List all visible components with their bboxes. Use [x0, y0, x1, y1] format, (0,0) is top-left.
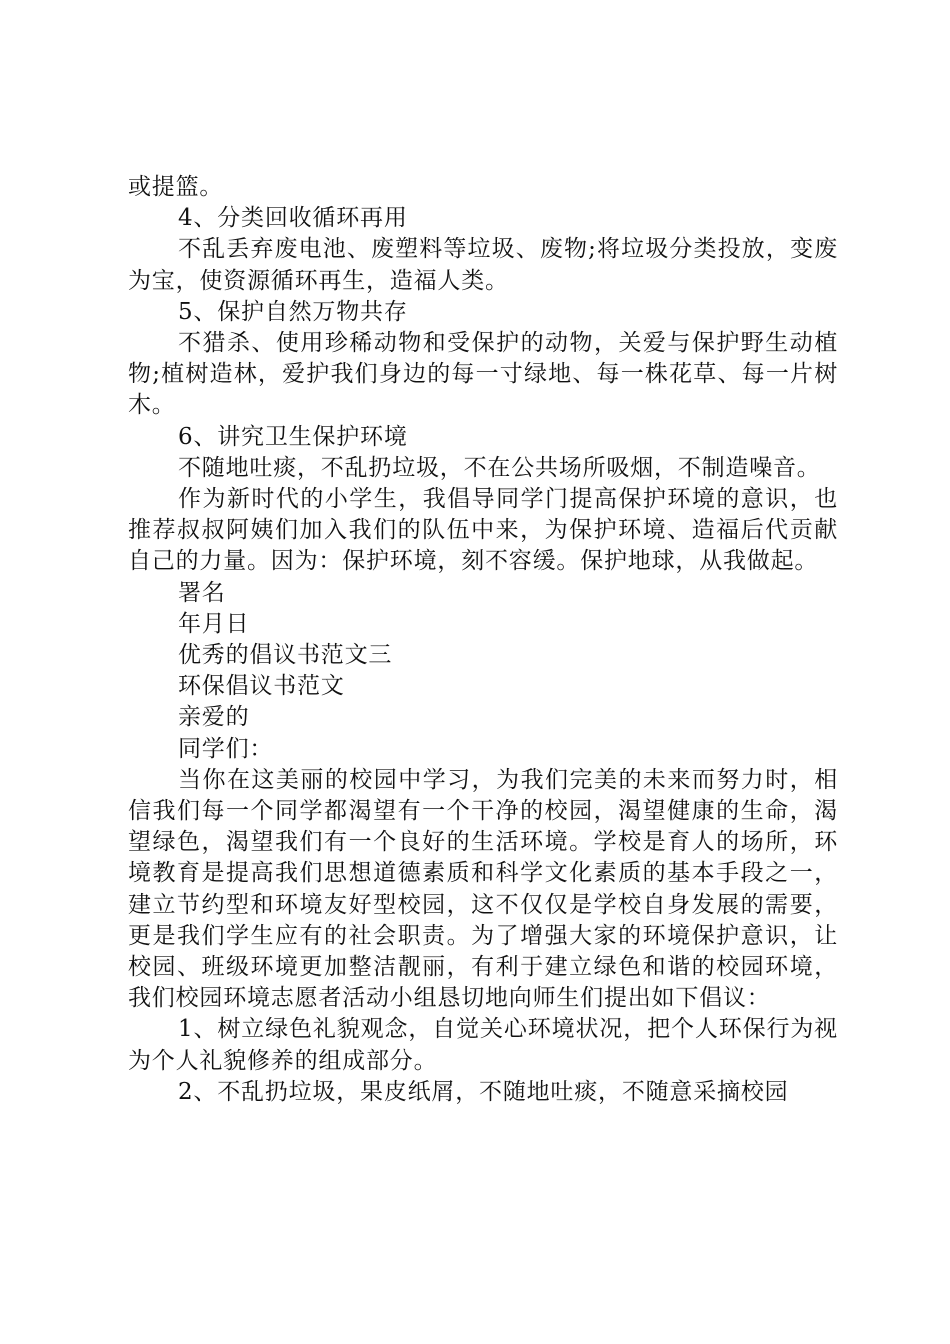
- salutation-dear: 亲爱的: [178, 704, 250, 731]
- document-page: [128, 172, 838, 1108]
- paragraph-intro: 当你在这美丽的校园中学习，为我们完美的未来而努力时，相信我们每一个同学都渴望有一个干净的校园，渴望健康的生命，渴望绿色，渴望我们有一个良好的生活环境。学校是育人的场所，环境教育是提高我们思想道德素质和科学文化素质的基本手段之一，建立节约型和环境友好型校园，这不仅仅是学校自身发展的需要，更是我们学生应有的社会职责。为了增强大家的环境保护意识，让校园、班级环境更加整洁靓丽，有利于建立绿色和谐的校园环境，我们校园环境志愿者活动小组恳切地向师生们提出如下倡议：: [128, 766, 838, 1012]
- paragraph-hygiene: 不随地吐痰，不乱扔垃圾，不在公共场所吸烟，不制造噪音。: [178, 454, 821, 481]
- salutation-students: 同学们：: [178, 735, 274, 762]
- date-label: 年月日: [178, 610, 250, 637]
- paragraph-recycle: 不乱丢弃废电池、废塑料等垃圾、废物;将垃圾分类投放，变废为宝，使资源循环再生，造福人类。: [128, 236, 838, 294]
- section-title-environmental: 环保倡议书范文: [178, 673, 345, 700]
- paragraph-continuation: 或提篮。: [128, 174, 224, 200]
- paragraph-call-to-action: 作为新时代的小学生，我倡导同学门提高保护环境的意识，也推荐叔叔阿姨们加入我们的队伍中来，为保护环境、造福后代贡献自己的力量。因为：保护环境，刻不容缓。保护地球，从我做起。: [128, 486, 838, 575]
- list-item-1: 1、树立绿色礼貌观念，自觉关心环境状况，把个人环保行为视为个人礼貌修养的组成部分。: [128, 1016, 838, 1074]
- list-item-2: 2、不乱扔垃圾，果皮纸屑，不随地吐痰，不随意采摘校园: [178, 1078, 789, 1105]
- section-heading-4: 4、分类回收循环再用: [178, 205, 408, 232]
- signature-label: 署名: [178, 579, 226, 606]
- section-heading-6: 6、讲究卫生保护环境: [178, 423, 408, 450]
- paragraph-protect-nature: 不猎杀、使用珍稀动物和受保护的动物，关爱与保护野生动植物;植树造林，爱护我们身边的每一寸绿地、每一株花草、每一片树木。: [128, 330, 838, 419]
- section-title-sample-three: 优秀的倡议书范文三: [178, 642, 393, 669]
- section-heading-5: 5、保护自然万物共存: [178, 298, 408, 325]
